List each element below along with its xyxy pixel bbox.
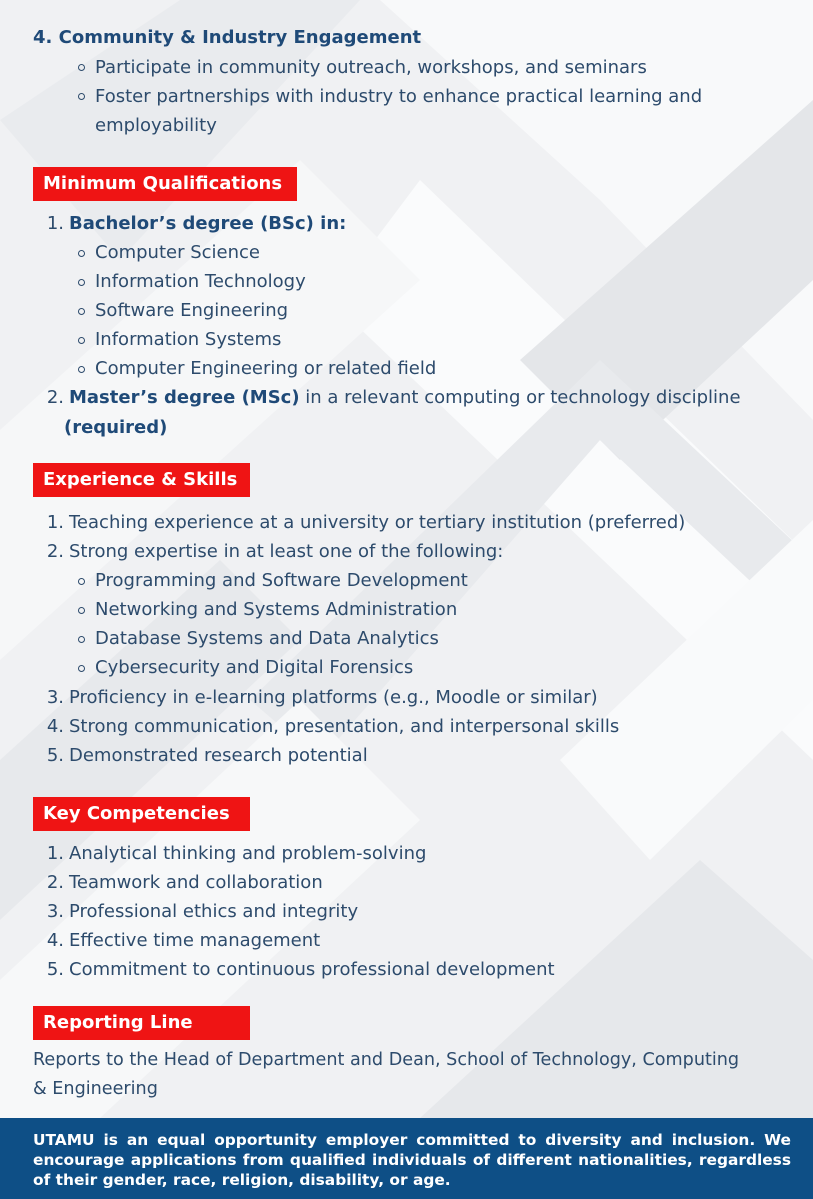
competency-item: Professional ethics and integrity xyxy=(69,901,359,922)
minimum-qualifications-tag: Minimum Qualifications xyxy=(33,167,297,201)
reporting-text: Reports to the Head of Department and Dean, School of Technology, Computing xyxy=(33,1050,740,1070)
list-number: 2. xyxy=(46,872,64,893)
bullet-icon xyxy=(78,607,85,614)
community-heading: 4. Community & Industry Engagement xyxy=(33,27,422,48)
list-number: 1. xyxy=(46,213,64,234)
list-number: 2. xyxy=(46,387,64,408)
experience-item: Strong expertise in at least one of the following: xyxy=(69,541,504,562)
list-number: 3. xyxy=(46,687,64,708)
degree-item: Information Systems xyxy=(95,329,282,350)
bullet-icon xyxy=(78,366,85,373)
community-item-continued: employability xyxy=(95,115,217,136)
competency-item: Commitment to continuous professional development xyxy=(69,959,555,980)
competency-item: Teamwork and collaboration xyxy=(69,872,323,893)
bullet-icon xyxy=(78,337,85,344)
bullet-icon xyxy=(78,308,85,315)
bullet-icon xyxy=(78,279,85,286)
degree-item: Information Technology xyxy=(95,271,306,292)
expertise-area: Cybersecurity and Digital Forensics xyxy=(95,657,414,678)
experience-skills-tag: Experience & Skills xyxy=(33,463,250,497)
bachelor-degree-label: Bachelor’s degree (BSc) in: xyxy=(69,213,347,234)
list-number: 5. xyxy=(46,745,64,766)
degree-item: Computer Engineering or related field xyxy=(95,358,437,379)
master-degree-required: (required) xyxy=(64,417,168,438)
list-number: 1. xyxy=(46,843,64,864)
reporting-line-tag: Reporting Line xyxy=(33,1006,250,1040)
list-number: 3. xyxy=(46,901,64,922)
master-degree-label: Master’s degree (MSc) xyxy=(69,387,300,408)
list-number: 5. xyxy=(46,959,64,980)
expertise-area: Networking and Systems Administration xyxy=(95,599,458,620)
key-competencies-tag: Key Competencies xyxy=(33,797,250,831)
competency-item: Analytical thinking and problem-solving xyxy=(69,843,427,864)
bullet-icon xyxy=(78,64,85,71)
list-number: 4. xyxy=(46,716,64,737)
experience-item: Proficiency in e-learning platforms (e.g., Moodle or similar) xyxy=(69,687,598,708)
bullet-icon xyxy=(78,578,85,585)
list-number: 4. xyxy=(46,930,64,951)
bullet-icon xyxy=(78,250,85,257)
list-number: 2. xyxy=(46,541,64,562)
experience-item: Strong communication, presentation, and interpersonal skills xyxy=(69,716,620,737)
bullet-icon xyxy=(78,665,85,672)
equal-opportunity-footer: UTAMU is an equal opportunity employer committed to diversity and inclusion. We encourage applications from qualified individuals of different nationalities, regardless of their gender, race, religion, disability, or age. xyxy=(0,1118,813,1199)
reporting-text-continued: & Engineering xyxy=(33,1079,158,1099)
expertise-area: Database Systems and Data Analytics xyxy=(95,628,439,649)
community-item: Participate in community outreach, workshops, and seminars xyxy=(95,57,647,78)
master-degree-text: in a relevant computing or technology discipline xyxy=(299,387,741,408)
community-item: Foster partnerships with industry to enhance practical learning and xyxy=(95,86,703,107)
degree-item: Software Engineering xyxy=(95,300,289,321)
bullet-icon xyxy=(78,636,85,643)
list-number: 1. xyxy=(46,512,64,533)
experience-item: Teaching experience at a university or tertiary institution (preferred) xyxy=(69,512,686,533)
degree-item: Computer Science xyxy=(95,242,260,263)
master-degree-line xyxy=(69,386,741,410)
competency-item: Effective time management xyxy=(69,930,321,951)
bullet-icon xyxy=(78,93,85,100)
expertise-area: Programming and Software Development xyxy=(95,570,468,591)
experience-item: Demonstrated research potential xyxy=(69,745,368,766)
